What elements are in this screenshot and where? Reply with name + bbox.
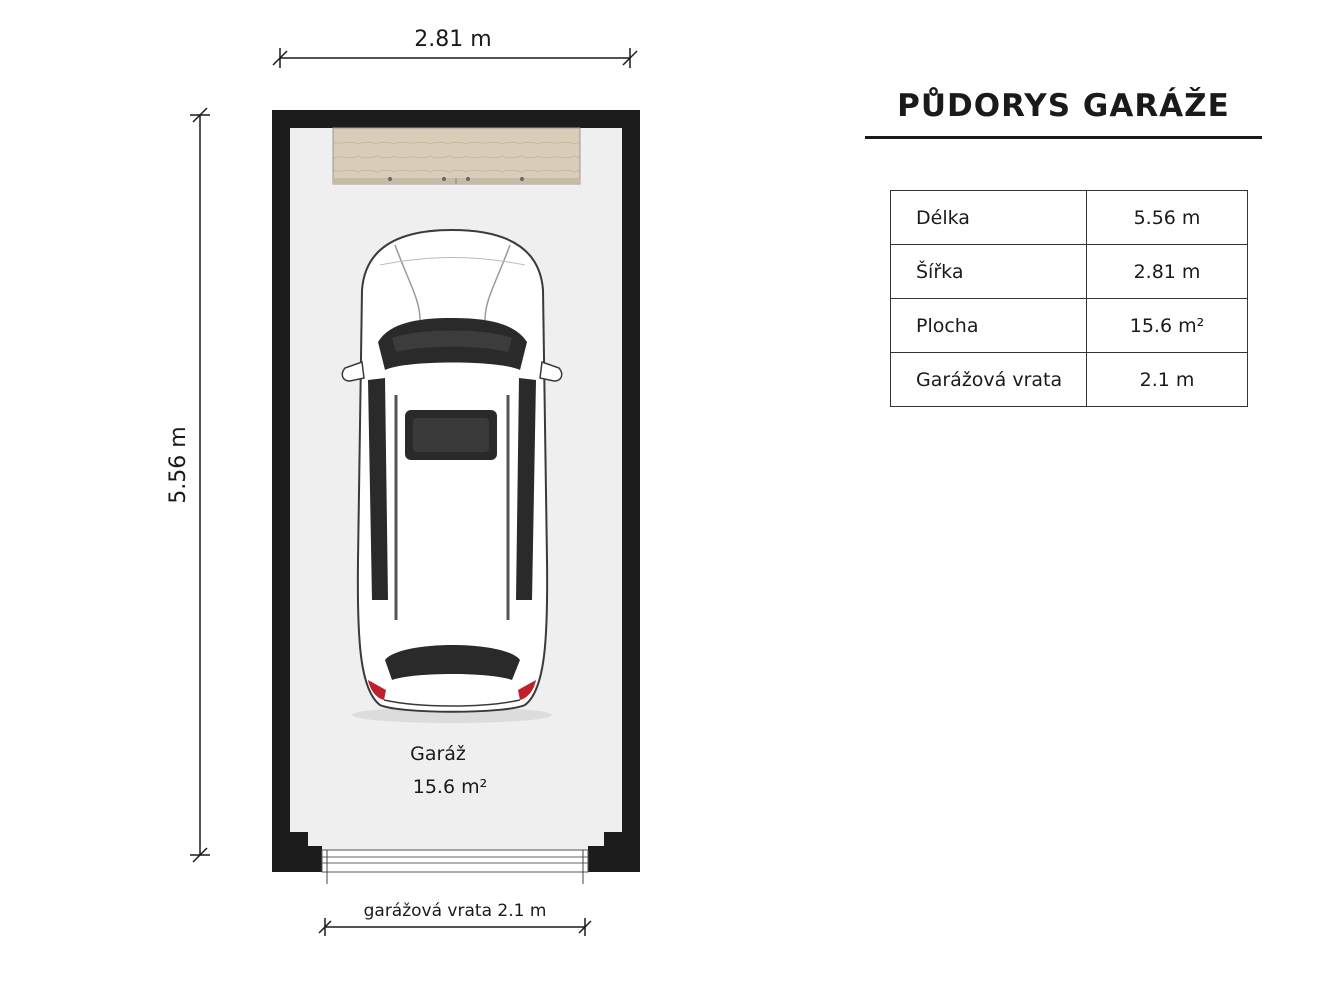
room-area: 15.6 m² (412, 776, 488, 798)
garage-door-icon (322, 850, 588, 884)
car-top-view-icon (342, 230, 561, 723)
table-row (891, 299, 1248, 353)
row-label: Plocha (891, 299, 1087, 353)
row-label: Garážová vrata (891, 353, 1087, 407)
width-label: 2.81 m (414, 27, 492, 52)
width-dimension (273, 27, 637, 68)
row-label: Šířka (891, 245, 1087, 299)
door-label: garážová vrata 2.1 m (363, 901, 547, 921)
row-value: 2.1 m (1087, 353, 1248, 407)
row-label: Délka (891, 191, 1087, 245)
door-dimension (319, 901, 591, 936)
table-row (891, 245, 1248, 299)
table-row (891, 353, 1248, 407)
length-dimension (166, 108, 210, 862)
row-value: 15.6 m² (1087, 299, 1248, 353)
plan-title-block (865, 88, 1262, 139)
storage-shelf-icon (333, 128, 580, 184)
row-value: 2.81 m (1087, 245, 1248, 299)
plan-title: PŮDORYS GARÁŽE (897, 88, 1230, 124)
table-row (891, 191, 1248, 245)
length-label: 5.56 m (166, 426, 191, 504)
dimensions-table (890, 190, 1248, 407)
room-name: Garáž (410, 743, 466, 765)
row-value: 5.56 m (1087, 191, 1248, 245)
